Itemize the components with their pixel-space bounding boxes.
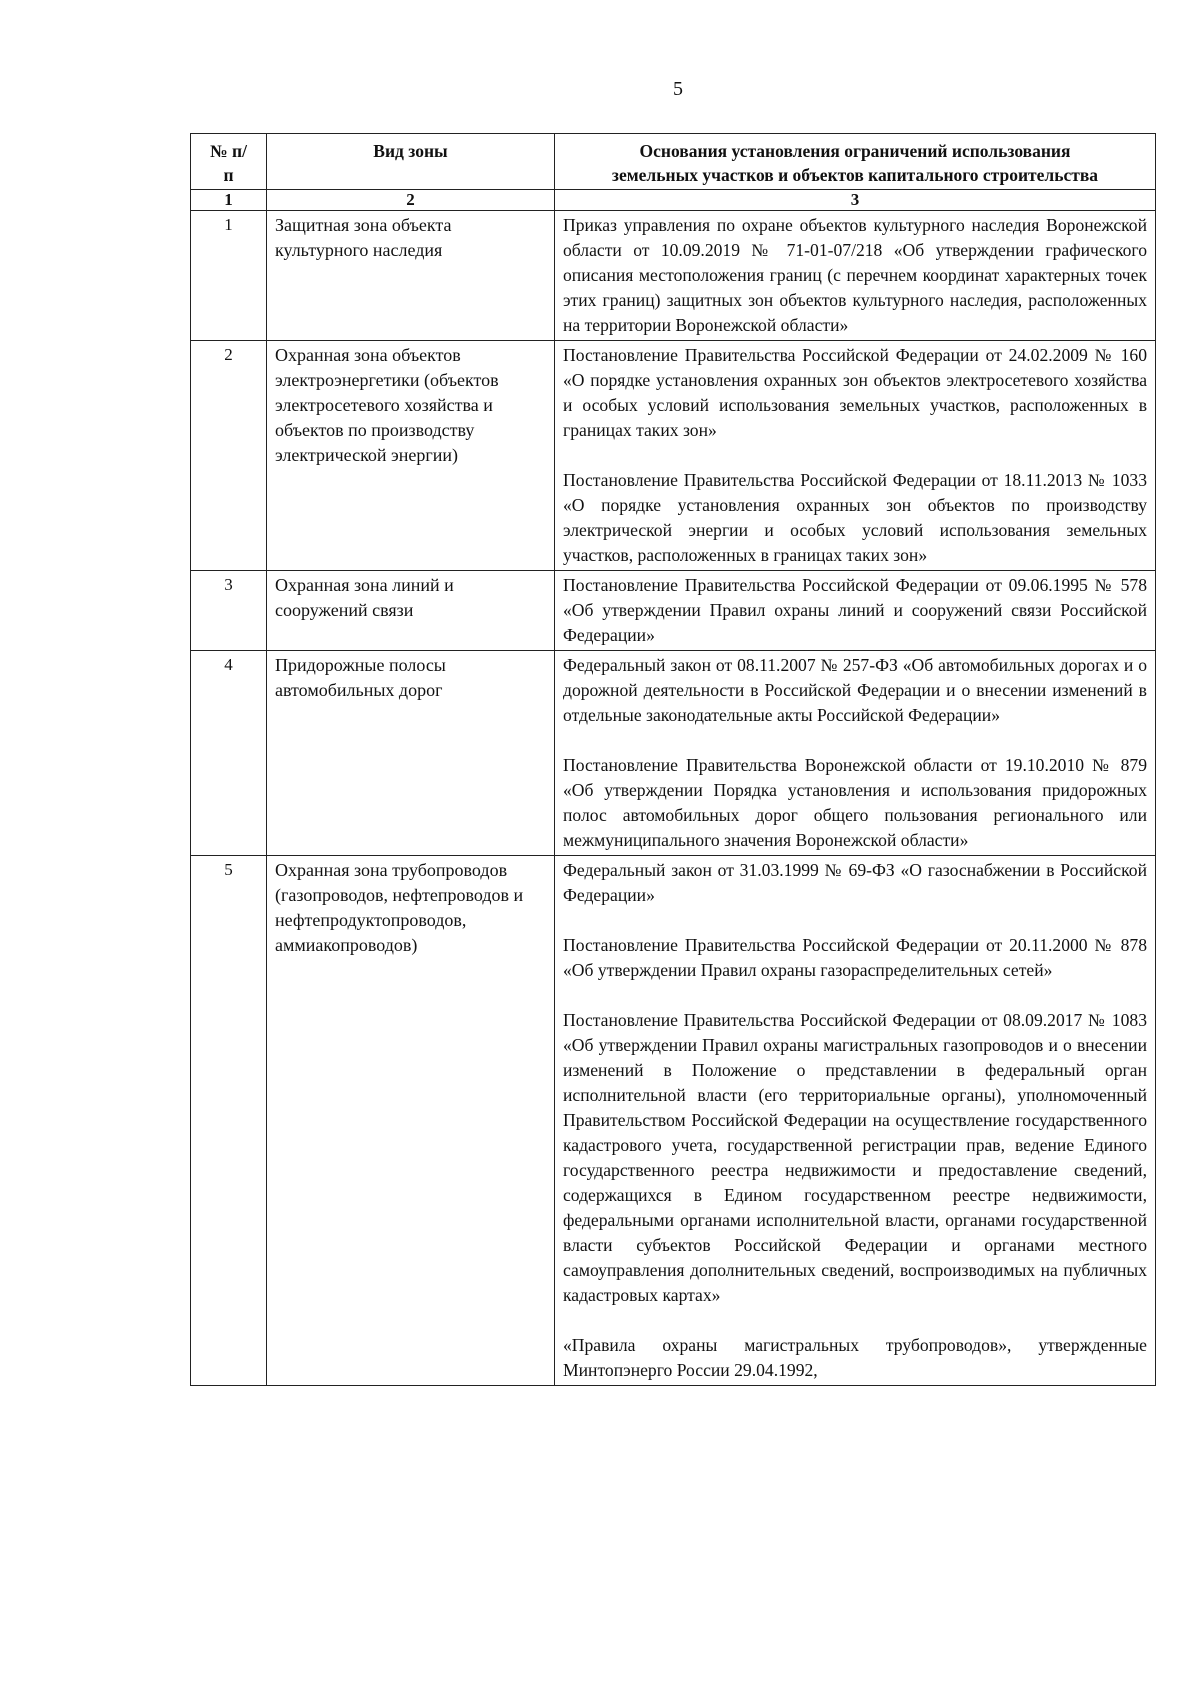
basis-document: Постановление Правительства Российской Федерации от 09.06.1995 № 578 «Об утверждении Правил охраны линий и сооружений связи Российской Федерации» [563, 575, 1147, 645]
table-row [191, 856, 1156, 1386]
basis-document: Федеральный закон от 08.11.2007 № 257-ФЗ «Об автомобильных дорогах и о дорожной деятельности в Российской Федерации и о внесении изменений в отдельные законодательные акты Российской Федерации» [563, 655, 1147, 725]
basis-document: Постановление Правительства Воронежской области от 19.10.2010 № 879 «Об утверждении Порядка установления и использования придорожных полос автомобильных дорог общего пользования регионального или межмуниципального значения Воронежской области» [563, 755, 1147, 850]
basis-document: Постановление Правительства Российской Федерации от 08.09.2017 № 1083 «Об утверждении Правил охраны магистральных газопроводов и о внесении изменений в Положение о представлении в федеральный орган исполнительной власти (его территориальные органы), уполномоченный Правительством Российской Федерации на осуществление государственного кадастрового учета, государственной регистрации прав, ведение Единого государственного реестра недвижимости и предоставление сведений, содержащихся в Едином государственном реестре недвижимости, федеральными органами исполнительной власти, органами государственной власти субъектов Российской Федерации и органами местного самоуправления дополнительных сведений, воспроизводимых на публичных кадастровых картах» [563, 1010, 1147, 1305]
column-number: 1 [191, 190, 267, 211]
row-number: 1 [191, 211, 267, 341]
zone-type: Охранная зона линий и сооружений связи [267, 571, 555, 651]
table-row [191, 341, 1156, 571]
basis-document: Постановление Правительства Российской Федерации от 20.11.2000 № 878 «Об утверждении Правил охраны газораспределительных сетей» [563, 935, 1147, 980]
row-number: 4 [191, 651, 267, 856]
basis-cell [555, 571, 1156, 651]
table-row [191, 571, 1156, 651]
column-number-row [191, 190, 1156, 211]
zone-type: Защитная зона объекта культурного наследия [267, 211, 555, 341]
header-zone: Вид зоны [267, 134, 555, 190]
table-header-row [191, 134, 1156, 190]
basis-document: Постановление Правительства Российской Федерации от 24.02.2009 № 160 «О порядке установления охранных зон объектов электросетевого хозяйства и особых условий использования земельных участков, расположенных в границах таких зон» [563, 345, 1147, 440]
row-number: 2 [191, 341, 267, 571]
column-number: 2 [267, 190, 555, 211]
zone-type: Придорожные полосы автомобильных дорог [267, 651, 555, 856]
basis-cell [555, 341, 1156, 571]
page-number: 5 [673, 78, 683, 100]
basis-document: «Правила охраны магистральных трубопроводов», утвержденные Минтопэнерго России 29.04.1992, [563, 1335, 1147, 1380]
header-basis: Основания установления ограничений использования земельных участков и объектов капитального строительства [555, 134, 1156, 190]
basis-cell [555, 211, 1156, 341]
zone-type: Охранная зона объектов электроэнергетики (объектов электросетевого хозяйства и объектов по производству электрической энергии) [267, 341, 555, 571]
table-row [191, 211, 1156, 341]
basis-cell [555, 856, 1156, 1386]
basis-document: Приказ управления по охране объектов культурного наследия Воронежской области от 10.09.2019 № 71-01-07/218 «Об утверждении графического описания местоположения границ (с перечнем координат характерных точек этих границ) защитных зон объектов культурного наследия, расположенных на территории Воронежской области» [563, 215, 1147, 335]
restriction-zones-table [190, 133, 1156, 1386]
row-number: 5 [191, 856, 267, 1386]
column-number: 3 [555, 190, 1156, 211]
basis-document: Постановление Правительства Российской Федерации от 18.11.2013 № 1033 «О порядке установления охранных зон объектов по производству электрической энергии и особых условий использования земельных участков, расположенных в границах таких зон» [563, 470, 1147, 565]
row-number: 3 [191, 571, 267, 651]
basis-cell [555, 651, 1156, 856]
basis-document: Федеральный закон от 31.03.1999 № 69-ФЗ «О газоснабжении в Российской Федерации» [563, 860, 1147, 905]
zone-type: Охранная зона трубопроводов (газопроводов, нефтепроводов и нефтепродуктопроводов, аммиакопроводов) [267, 856, 555, 1386]
header-num: № п/п [191, 134, 267, 190]
table-row [191, 651, 1156, 856]
